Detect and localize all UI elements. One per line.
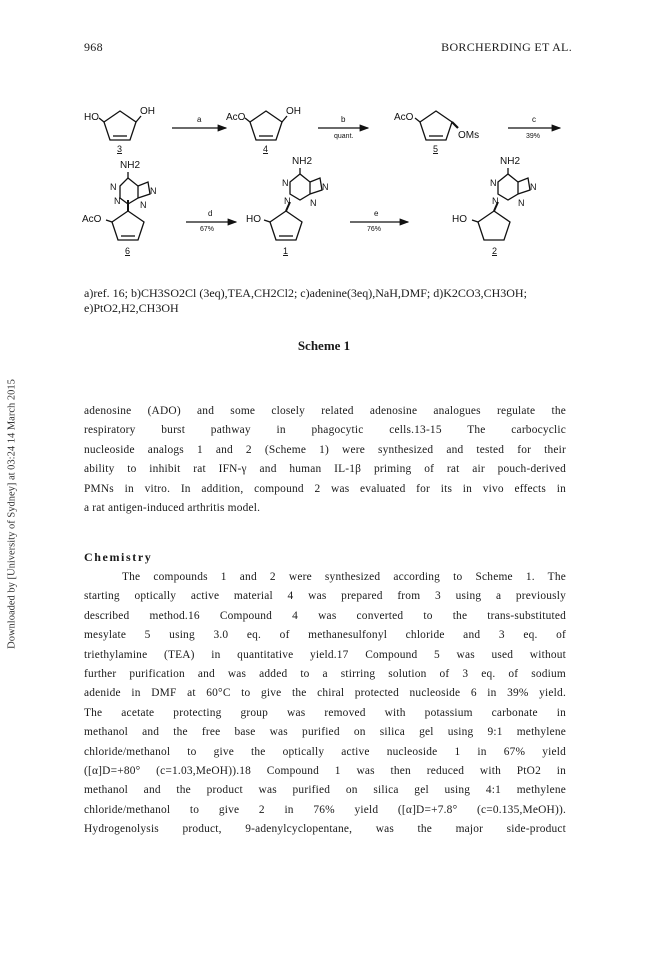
- chemistry-line: chloride/methanol to give the optically active nucleoside 1 in 67% yield: [84, 745, 566, 758]
- section-heading-chemistry: Chemistry: [84, 550, 153, 564]
- arrow-d-yield: 67%: [200, 226, 215, 233]
- chemistry-line: The acetate protecting group was removed with potassium carbonate in: [84, 706, 566, 719]
- atom-ho-2: HO: [452, 214, 467, 225]
- download-notice-text: Downloaded by [University of Sydney] at 03:24 14 March 2015: [6, 379, 18, 649]
- atom-n-1b: N: [322, 182, 329, 192]
- intro-line: adenosine (ADO) and some closely related adenosine analogues regulate the: [84, 405, 566, 417]
- chemistry-line: adenide in DMF at 60°C to give the chiral protected nucleoside 6 in 39% yield.: [84, 687, 566, 700]
- atom-n-2d: N: [518, 198, 525, 208]
- intro-line: PMNs in vitro. In addition, compound 2 was evaluated for its in vivo effects in: [84, 482, 566, 495]
- running-head: BORCHERDING ET AL.: [441, 40, 572, 54]
- atom-aco-6: AcO: [82, 214, 102, 225]
- atom-nh2-1: NH2: [292, 156, 313, 167]
- arrow-b-yield: quant.: [334, 133, 354, 140]
- intro-line: respiratory burst pathway in phagocytic cells.13-15 The carbocyclic: [84, 424, 566, 437]
- chemistry-line: further purification and was added to a stirring solution of 3 eq. of sodium: [84, 667, 566, 680]
- atom-n-2b: N: [530, 182, 537, 192]
- chemistry-line: methanol and the free base was purified on silica gel using 9:1 methylene: [84, 726, 566, 739]
- intro-line: nucleoside analogs 1 and 2 (Scheme 1) were synthesized and tested for their: [84, 443, 566, 456]
- compound-number-2: 2: [492, 246, 498, 256]
- atom-n-6a: N: [110, 182, 117, 192]
- atom-n-6c: N: [114, 196, 121, 206]
- chemistry-line: described method.16 Compound 4 was converted to the trans-substituted: [84, 609, 566, 622]
- chemistry-line: ([α]D=+80° (c=1.03,MeOH)).18 Compound 1 was then reduced with PtO2 in: [84, 764, 566, 777]
- compound-number-4: 4: [263, 144, 269, 154]
- atom-oms-5: OMs: [458, 130, 480, 141]
- atom-n-2c: N: [492, 196, 499, 206]
- compound-number-1: 1: [283, 246, 289, 256]
- intro-line: a rat antigen-induced arthritis model.: [84, 501, 261, 514]
- intro-paragraph: [84, 402, 566, 518]
- intro-line: ability to inhibit rat IFN-γ and human IL-1β priming of rat air pouch-derived: [84, 463, 566, 476]
- chemistry-line: methanol and the product was purified on silica gel using 4:1 methylene: [84, 784, 566, 797]
- atom-n-6b: N: [150, 186, 157, 196]
- compound-number-5: 5: [433, 144, 439, 154]
- download-notice: [2, 318, 22, 710]
- arrow-e-yield: 76%: [367, 226, 382, 233]
- compound-4-structure: [245, 111, 287, 140]
- atom-n-6d: N: [140, 200, 147, 210]
- atom-nh2-6: NH2: [120, 160, 141, 171]
- atom-oh-3: OH: [140, 106, 155, 117]
- atom-nh2-2: NH2: [500, 156, 521, 167]
- compound-number-3: 3: [117, 144, 123, 154]
- chemistry-line: Hydrogenolysis product, 9-adenylcyclopentane, was the major side-product: [84, 823, 566, 836]
- atom-n-1d: N: [310, 198, 317, 208]
- reaction-scheme: [0, 0, 648, 280]
- atom-n-1a: N: [282, 178, 289, 188]
- arrow-e-label: e: [374, 209, 379, 218]
- compound-number-6: 6: [125, 246, 131, 256]
- atom-oh-4: OH: [286, 106, 301, 117]
- chemistry-line: starting optically active material 4 was prepared from 3 using a previously: [84, 590, 566, 603]
- arrow-a-label: a: [197, 115, 202, 124]
- arrow-c-label: c: [532, 115, 536, 124]
- scheme-caption: [84, 286, 584, 316]
- chemistry-line: chloride/methanol to give 2 in 76% yield ([α]D=+7.8° (c=0.135,MeOH)).: [84, 803, 566, 816]
- atom-ho-1: HO: [246, 214, 261, 225]
- page-number: 968: [84, 40, 103, 54]
- chemistry-line: mesylate 5 using 3.0 eq. of methanesulfonyl chloride and 3 eq. of: [84, 629, 566, 642]
- scheme-caption-line-1: a)ref. 16; b)CH3SO2Cl (3eq),TEA,CH2Cl2; c)adenine(3eq),NaH,DMF; d)K2CO3,CH3OH;: [84, 286, 527, 300]
- arrow-b-label: b: [341, 115, 346, 124]
- compound-5-structure: [415, 111, 458, 140]
- compound-3-structure: [99, 111, 141, 140]
- scheme-title: Scheme 1: [297, 338, 351, 353]
- atom-n-2a: N: [490, 178, 497, 188]
- chemistry-line: triethylamine (TEA) in quantitative yield.17 Compound 5 was used without: [84, 648, 566, 661]
- arrow-d-label: d: [208, 209, 213, 218]
- scheme-caption-line-2: e)PtO2,H2,CH3OH: [84, 301, 179, 315]
- atom-n-1c: N: [284, 196, 291, 206]
- chemistry-paragraph: [84, 568, 566, 839]
- atom-aco-4: AcO: [226, 112, 246, 123]
- atom-aco-5: AcO: [394, 112, 414, 123]
- atom-ho-3: HO: [84, 112, 99, 123]
- arrow-c-yield: 39%: [526, 133, 541, 140]
- chemistry-line: The compounds 1 and 2 were synthesized according to Scheme 1. The: [122, 571, 566, 583]
